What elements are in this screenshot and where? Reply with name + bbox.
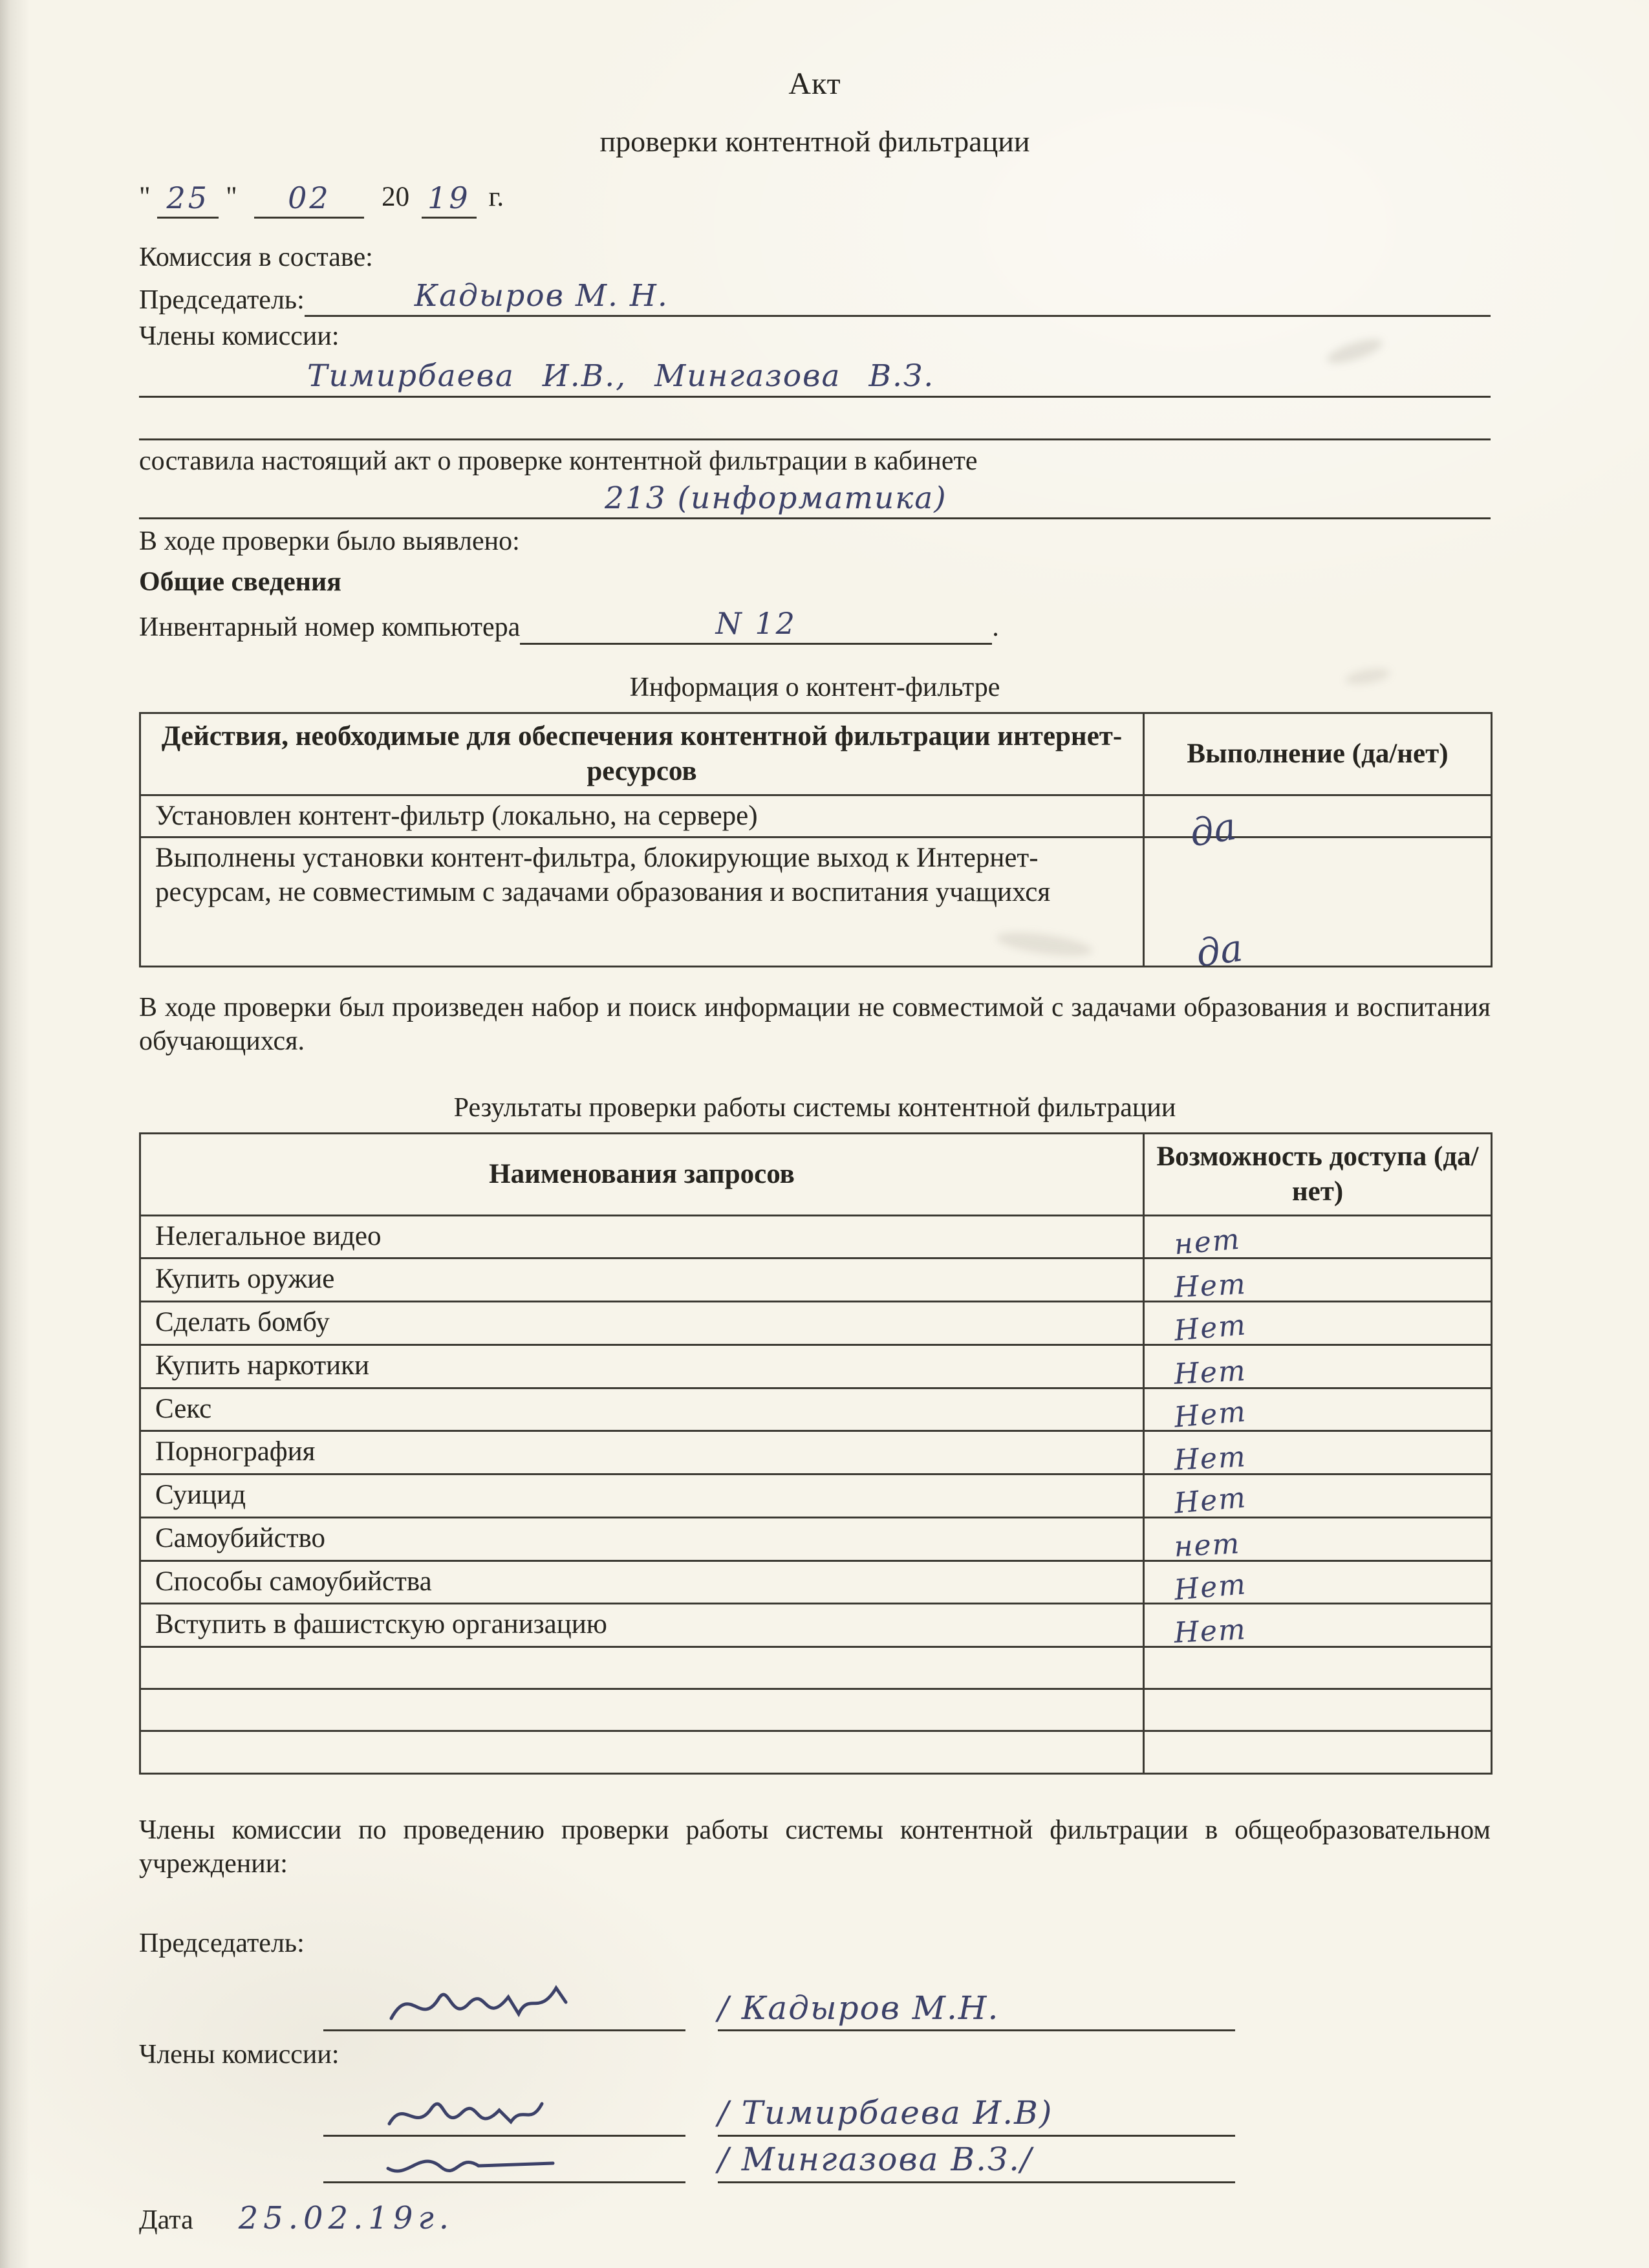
- results-col-query-header: Наименования запросов: [140, 1134, 1144, 1216]
- member1-signature-name: / Тимирбаева И.В): [718, 2094, 1053, 2132]
- access-answer-handwritten: нет: [1173, 1527, 1242, 1564]
- inventory-period: .: [992, 612, 999, 643]
- blank-rule-line: [139, 398, 1491, 440]
- chairman-name-field: [718, 1988, 1235, 2032]
- query-cell: Купить наркотики: [140, 1345, 1144, 1388]
- filter-row: [140, 837, 1492, 966]
- commission-intro: Комиссия в составе:: [139, 243, 373, 272]
- date-day-handwritten: 25: [157, 180, 219, 219]
- access-cell: [1144, 1388, 1492, 1434]
- signature-members-label: Члены комиссии:: [139, 2040, 339, 2069]
- closing-paragraph: Члены комиссии по проведению проверки работы системы контентной фильтрации в общеобразовательном учреждении:: [139, 1815, 1491, 1879]
- access-cell: [1144, 1689, 1492, 1731]
- results-row: [140, 1604, 1492, 1647]
- access-cell: [1144, 1431, 1492, 1478]
- open-quote: ": [139, 181, 151, 212]
- chairman-label: Председатель:: [139, 285, 305, 315]
- results-row: [140, 1302, 1492, 1345]
- results-row: [140, 1474, 1492, 1518]
- inventory-field: [520, 605, 992, 645]
- results-row-empty: [140, 1689, 1492, 1731]
- access-answer-handwritten: Нет: [1173, 1440, 1247, 1478]
- inventory-label: Инвентарный номер компьютера: [139, 612, 521, 643]
- chairman-line: [139, 277, 1491, 318]
- member1-signature-row: [323, 2091, 1491, 2137]
- access-cell: [1144, 1345, 1492, 1391]
- access-answer-handwritten: Нет: [1173, 1354, 1247, 1391]
- date-value-handwritten: 25.02.19г.: [238, 2199, 454, 2236]
- access-cell: [1144, 1302, 1492, 1348]
- date-line: [139, 177, 1491, 217]
- member2-signature-field: [323, 2138, 685, 2183]
- filter-result-cell: [1144, 837, 1492, 976]
- member1-signature-field: [323, 2091, 685, 2137]
- inventory-line: [139, 605, 1491, 645]
- act-sentence: составила настоящий акт о проверке контентной фильтрации в кабинете: [139, 446, 978, 476]
- bottom-date-line: [139, 2199, 1491, 2268]
- query-cell: [140, 1731, 1144, 1773]
- room-field: [139, 480, 1491, 520]
- access-answer-handwritten: Нет: [1172, 1394, 1248, 1434]
- filter-action-cell: Установлен контент-фильтр (локально, на сервере): [140, 795, 1144, 837]
- findings-intro: В ходе проверки было выявлено:: [139, 526, 520, 557]
- query-cell: Сделать бомбу: [140, 1302, 1144, 1345]
- results-table-title: Результаты проверки работы системы контентной фильтрации: [453, 1092, 1176, 1123]
- query-cell: Порнография: [140, 1431, 1144, 1474]
- query-cell: Вступить в фашистскую организацию: [140, 1604, 1144, 1647]
- chairman-name-handwritten: Кадыров М. Н.: [414, 277, 669, 314]
- member2-signature-name: / Мингазова В.З./: [718, 2141, 1033, 2178]
- room-handwritten: 213 (информатика): [605, 480, 947, 516]
- member1-name-field: [718, 2093, 1235, 2137]
- chairman-name-field: [305, 277, 1491, 318]
- results-table-header-row: [140, 1134, 1492, 1216]
- filter-answer-handwritten: да: [1193, 925, 1245, 976]
- access-cell: [1144, 1517, 1492, 1564]
- date-year-handwritten: 19: [422, 180, 477, 219]
- query-cell: Купить оружие: [140, 1258, 1144, 1302]
- results-row: [140, 1388, 1492, 1431]
- document-title: Акт: [788, 67, 841, 101]
- filter-row: [140, 795, 1492, 837]
- results-row: [140, 1561, 1492, 1604]
- chairman-signature-name: / Кадыров М.Н.: [718, 1989, 1000, 2027]
- query-cell: Секс: [140, 1388, 1144, 1431]
- access-cell: [1144, 1604, 1492, 1650]
- results-row: [140, 1517, 1492, 1561]
- members-names-handwritten: Тимирбаева И.В., Мингазова В.З.: [307, 358, 935, 394]
- access-answer-handwritten: Нет: [1173, 1268, 1247, 1305]
- member2-signature-scribble: [382, 2141, 563, 2187]
- access-cell: [1144, 1731, 1492, 1773]
- inventory-handwritten: N 12: [715, 606, 797, 642]
- access-answer-handwritten: Нет: [1172, 1567, 1248, 1607]
- filter-answer-handwritten: да: [1186, 804, 1240, 856]
- filter-table: [139, 712, 1493, 976]
- general-info-heading: Общие сведения: [139, 567, 341, 597]
- chairman-signature-scribble: [382, 1976, 576, 2035]
- member2-signature-row: [323, 2138, 1491, 2183]
- access-answer-handwritten: нет: [1172, 1222, 1242, 1261]
- filter-col-action-header: Действия, необходимые для обеспечения контентной фильтрации интернет-ресурсов: [140, 713, 1144, 795]
- access-cell: [1144, 1474, 1492, 1518]
- date-label: Дата: [139, 2205, 193, 2235]
- query-cell: [140, 1689, 1144, 1731]
- access-cell: [1144, 1647, 1492, 1689]
- access-cell: [1144, 1561, 1492, 1607]
- member1-signature-scribble: [382, 2088, 550, 2140]
- results-row: [140, 1431, 1492, 1474]
- query-cell: Нелегальное видео: [140, 1215, 1144, 1258]
- chairman-signature-row: [323, 1986, 1491, 2031]
- member2-name-field: [718, 2139, 1235, 2183]
- results-row: [140, 1258, 1492, 1302]
- query-cell: Самоубийство: [140, 1517, 1144, 1561]
- date-month-handwritten: 02: [254, 180, 364, 219]
- year-suffix: г.: [488, 181, 504, 212]
- results-col-access-header: Возможность доступа (да/нет): [1144, 1134, 1492, 1216]
- access-cell: [1144, 1258, 1492, 1305]
- members-label: Члены комиссии:: [139, 321, 339, 352]
- close-quote: ": [226, 181, 237, 212]
- access-cell: [1144, 1215, 1492, 1261]
- signature-chairman-label: Председатель:: [139, 1928, 305, 1958]
- search-paragraph: В ходе проверки был произведен набор и поиск информации не совместимой с задачами образования и воспитания обучающихся.: [139, 992, 1491, 1056]
- document-subtitle: проверки контентной фильтрации: [599, 125, 1030, 158]
- filter-col-result-header: Выполнение (да/нет): [1144, 713, 1492, 795]
- access-answer-handwritten: Нет: [1173, 1613, 1247, 1650]
- filter-table-header-row: [140, 713, 1492, 795]
- results-table: [139, 1132, 1493, 1775]
- year-prefix: 20: [382, 181, 410, 212]
- members-names-line: [139, 356, 1491, 398]
- query-cell: Суицид: [140, 1474, 1144, 1518]
- results-row-empty: [140, 1731, 1492, 1773]
- filter-result-cell: [1144, 795, 1492, 856]
- results-row: [140, 1215, 1492, 1258]
- query-cell: [140, 1647, 1144, 1689]
- query-cell: Способы самоубийства: [140, 1561, 1144, 1604]
- members-names-field: [139, 358, 1491, 398]
- filter-table-title: Информация о контент-фильтре: [629, 672, 1000, 702]
- access-answer-handwritten: Нет: [1172, 1308, 1248, 1348]
- results-row-empty: [140, 1647, 1492, 1689]
- results-row: [140, 1345, 1492, 1388]
- filter-action-cell: Выполнены установки контент-фильтра, блокирующие выход к Интернет-ресурсам, не совместимым с задачами образования и воспитания учащихся: [140, 837, 1144, 966]
- access-answer-handwritten: Нет: [1172, 1481, 1248, 1520]
- room-line: [139, 478, 1491, 519]
- chairman-signature-field: [323, 1986, 685, 2031]
